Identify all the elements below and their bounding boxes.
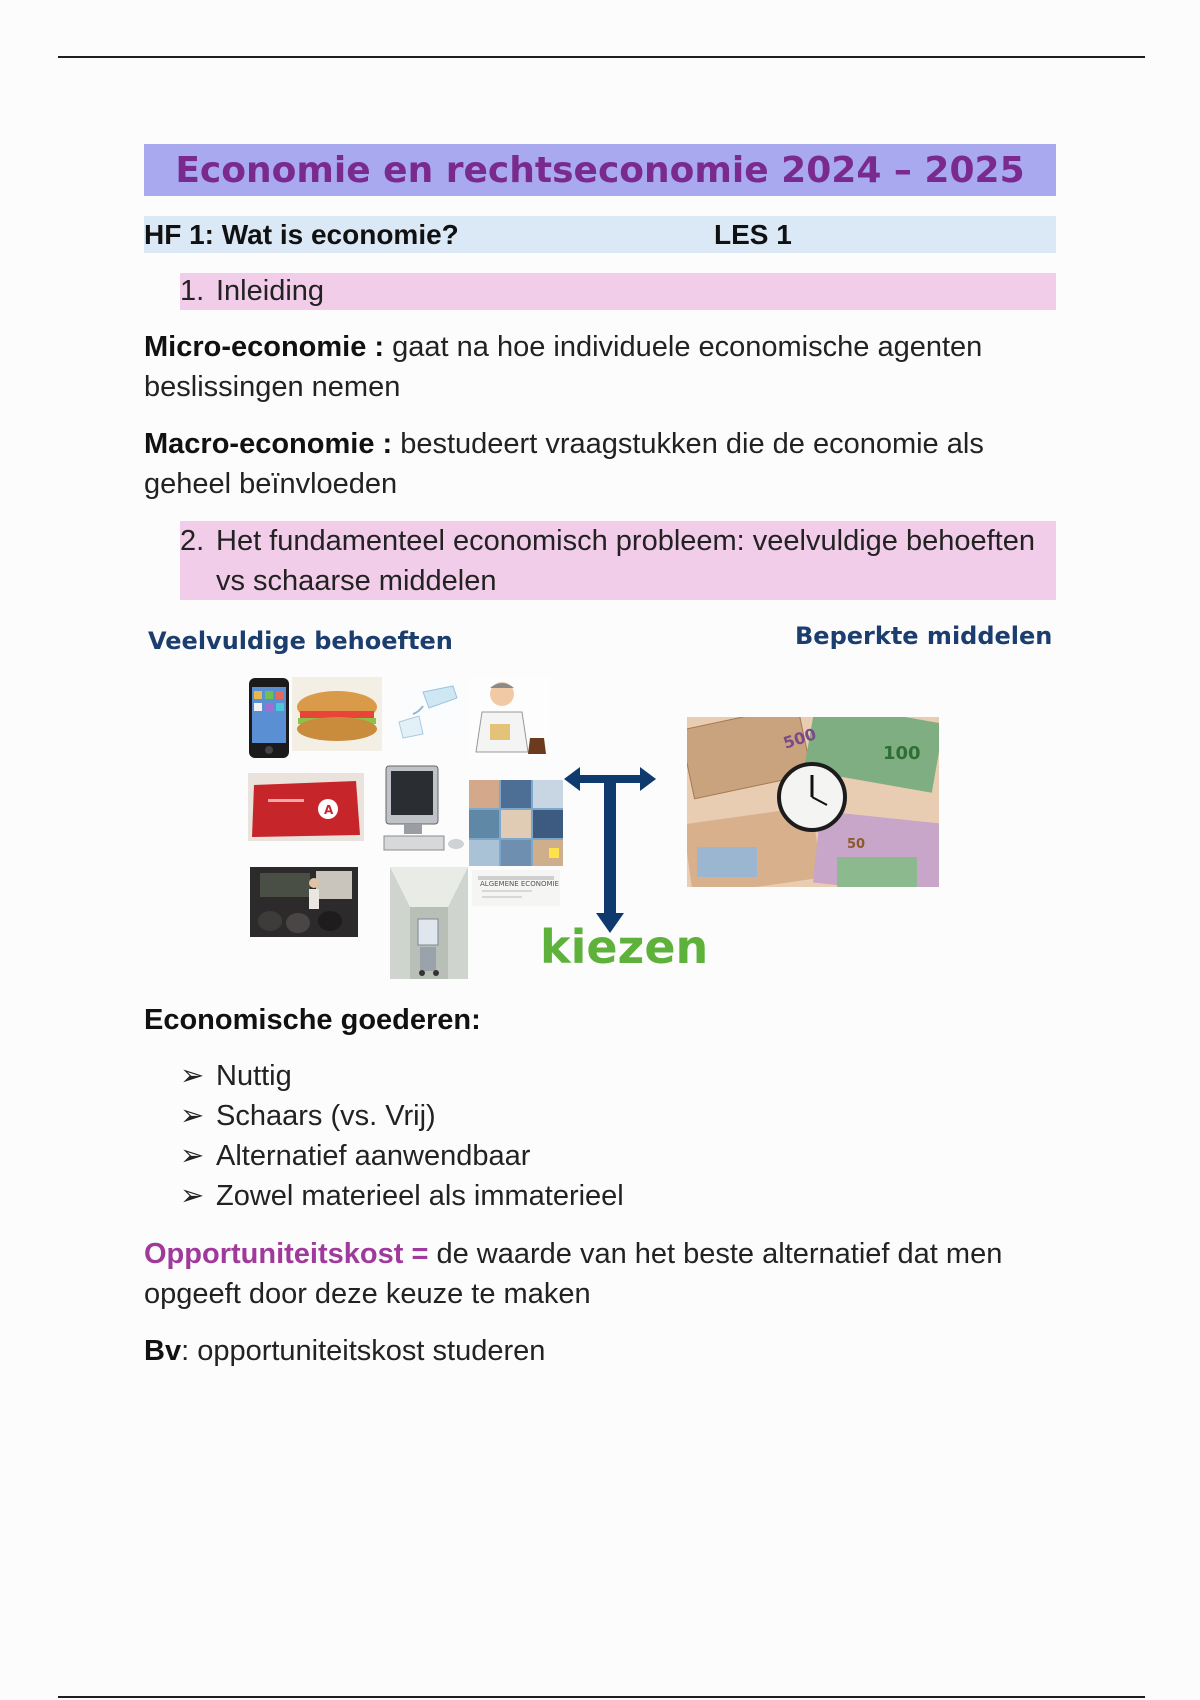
lesson-label: LES 1 [714, 219, 792, 250]
note-50: 50 [847, 837, 866, 852]
opportunity-term: Opportuniteitskost = [144, 1238, 429, 1270]
example-line [144, 1331, 1056, 1371]
example-term: Bv [144, 1335, 182, 1367]
arrowhead-bullet-icon: ➢ [180, 1060, 205, 1092]
section-heading-2 [180, 521, 1056, 600]
section-number: 2. [180, 525, 205, 557]
chapter-title: HF 1: Wat is economie? [144, 219, 459, 250]
note-500: 500 [780, 724, 819, 753]
bottom-rule [58, 1696, 1145, 1698]
classroom-image [250, 867, 358, 937]
computer-image [380, 762, 470, 862]
micro-term: Micro-economie : [144, 331, 385, 363]
list-item [180, 1096, 624, 1136]
list-item-text: Schaars (vs. Vrij) [216, 1100, 436, 1132]
macro-economie-definition [144, 424, 1056, 504]
macro-term: Macro-economie : [144, 428, 393, 460]
arrowhead-bullet-icon: ➢ [180, 1100, 205, 1132]
svg-text:A: A [324, 803, 334, 817]
figure-left-label: Veelvuldige behoeften [148, 627, 453, 655]
list-item-text: Alternatief aanwendbaar [216, 1140, 531, 1172]
doctor-image [468, 676, 550, 758]
section-number: 1. [180, 275, 205, 307]
list-item-text: Zowel materieel als immaterieel [216, 1180, 624, 1212]
smartphone-image [248, 677, 290, 759]
sandwich-image [292, 677, 382, 751]
section-text: Het fundamenteel economisch probleem: veelvuldige behoeften vs schaarse middelen [216, 525, 1035, 597]
note-100: 100 [883, 743, 921, 764]
arrowhead-bullet-icon: ➢ [180, 1180, 205, 1212]
macro-definition: bestudeert vraagstukken die de economie als geheel beïnvloeden [144, 428, 984, 500]
money-clock-image [687, 717, 939, 887]
book-title: ALGEMENE ECONOMIE [480, 880, 559, 888]
laptop-bag-image [248, 773, 364, 841]
opportunity-definition: de waarde van het beste alternatief dat men opgeeft door deze keuze te maken [144, 1238, 1003, 1310]
section-text: Inleiding [216, 275, 325, 307]
micro-definition: gaat na hoe individuele economische agenten beslissingen nemen [144, 331, 983, 403]
list-item-text: Nuttig [216, 1060, 292, 1092]
water-bottle-image [393, 682, 463, 742]
example-text: : opportuniteitskost studeren [181, 1335, 546, 1367]
opportunity-cost-definition [144, 1234, 1056, 1314]
economic-goods-heading: Economische goederen: [144, 1004, 481, 1036]
economic-goods-list [180, 1056, 624, 1216]
list-item [180, 1136, 624, 1176]
micro-economie-definition [144, 327, 1056, 407]
figure-right-label: Beperkte middelen [795, 622, 1053, 650]
hospital-image [390, 867, 468, 979]
choice-arrow-icon [560, 755, 660, 935]
title-bar [144, 144, 1056, 196]
list-item [180, 1176, 624, 1216]
choice-label: kiezen [540, 920, 709, 974]
section-heading-1 [180, 273, 1056, 310]
document-title: Economie en rechtseconomie 2024 – 2025 [175, 149, 1025, 191]
top-rule [58, 56, 1145, 58]
list-item [180, 1056, 624, 1096]
economics-book-image [472, 870, 560, 906]
arrowhead-bullet-icon: ➢ [180, 1140, 205, 1172]
chapter-bar [144, 216, 1056, 253]
people-collage-image [469, 780, 563, 866]
